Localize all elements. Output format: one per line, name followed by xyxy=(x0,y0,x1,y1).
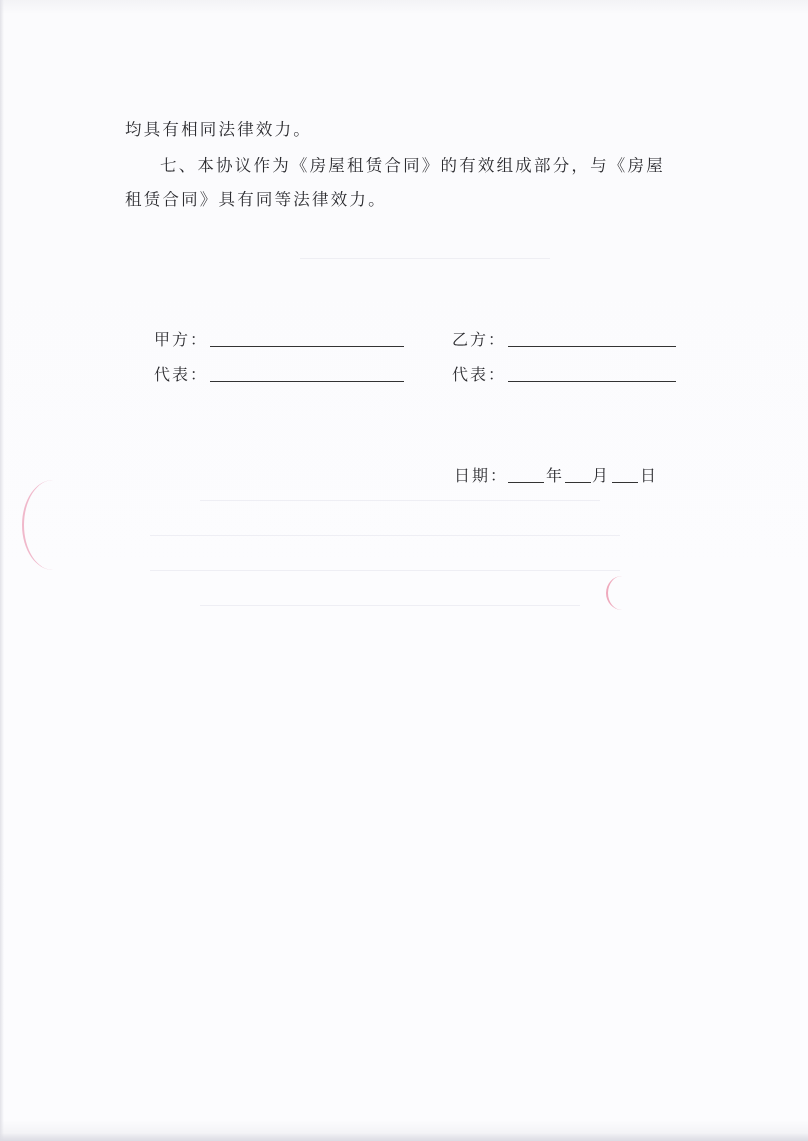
bleed-through-line xyxy=(300,258,550,259)
party-a-representative-line xyxy=(210,381,404,382)
clause-seven-line-2: 租赁合同》具有同等法律效力。 xyxy=(125,190,387,209)
date-year-unit: 年 xyxy=(546,466,565,485)
scan-edge-left xyxy=(0,0,4,1141)
bleed-through-line xyxy=(150,535,620,536)
date-month-unit: 月 xyxy=(592,466,611,485)
date-year-blank xyxy=(508,482,544,483)
scan-edge-bottom xyxy=(0,1133,808,1141)
seal-stamp-trace-left xyxy=(22,480,84,570)
party-a-label: 甲方： xyxy=(154,330,209,349)
bleed-through-line xyxy=(150,570,620,571)
clause-seven-line-1: 七、本协议作为《房屋租赁合同》的有效组成部分，与《房屋 xyxy=(160,156,665,175)
seal-stamp-trace-right xyxy=(606,576,638,610)
party-a-signature-line xyxy=(210,346,404,347)
party-b-signature-line xyxy=(508,346,676,347)
party-a-representative-label: 代表： xyxy=(154,365,209,384)
date-day-blank xyxy=(612,482,638,483)
party-b-representative-line xyxy=(508,381,676,382)
date-label: 日期： xyxy=(454,466,509,485)
bleed-through-line xyxy=(200,500,600,501)
party-b-label: 乙方： xyxy=(452,330,507,349)
paragraph-continuation: 均具有相同法律效力。 xyxy=(125,120,312,139)
party-b-representative-label: 代表： xyxy=(452,365,507,384)
date-day-unit: 日 xyxy=(640,466,659,485)
date-month-blank xyxy=(565,482,591,483)
bleed-through-line xyxy=(200,605,580,606)
